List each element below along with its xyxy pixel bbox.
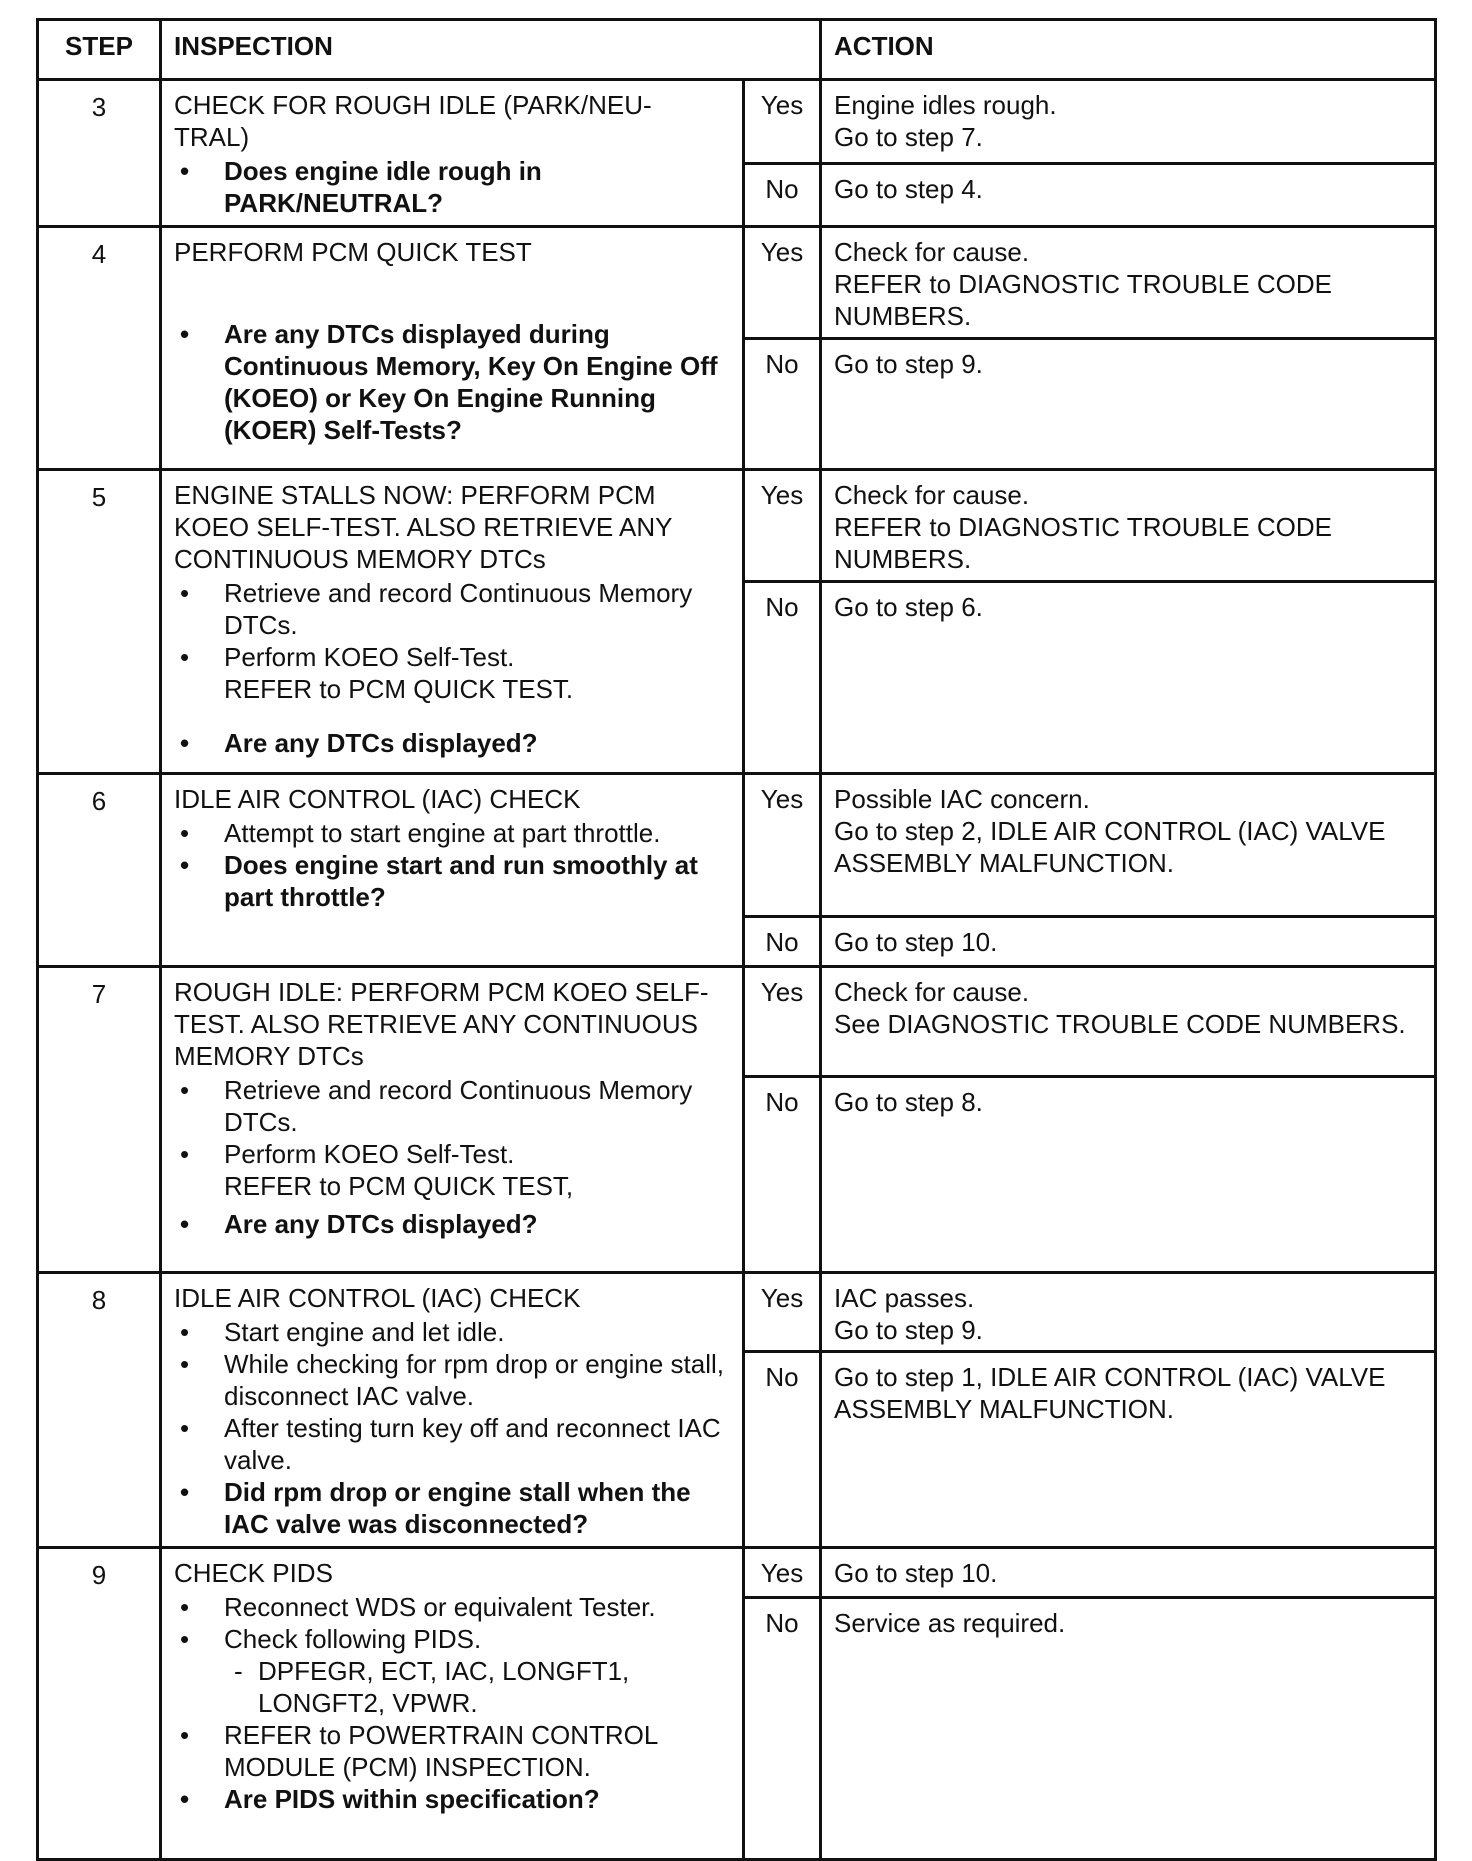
inspection-question: • Are any DTCs displayed during Continuous Memory, Key On Engine Off (KOEO) or Key On Engine Running (KOER) Self-Tests? xyxy=(174,318,734,446)
step-number: 7 xyxy=(38,967,161,1273)
inspection-instruction: • Check following PIDS. - DPFEGR, ECT, IAC, LONGFT1, LONGFT2, VPWR. xyxy=(174,1623,734,1719)
table-header-row xyxy=(38,20,1436,80)
inspection-column-header: INSPECTION xyxy=(161,20,821,80)
inspection-title: CHECK FOR ROUGH IDLE (PARK/NEU- TRAL) xyxy=(174,90,652,152)
inspection-instruction: • Reconnect WDS or equivalent Tester. xyxy=(174,1591,734,1623)
no-action: Go to step 4. xyxy=(821,164,1436,227)
no-action: Go to step 6. xyxy=(821,582,1436,774)
yes-action: Check for cause. See DIAGNOSTIC TROUBLE CODE NUMBERS. xyxy=(821,967,1436,1077)
no-label: No xyxy=(744,1077,821,1273)
no-label: No xyxy=(744,164,821,227)
inspection-question: • Are any DTCs displayed? xyxy=(174,727,734,759)
yes-label: Yes xyxy=(744,470,821,582)
yes-label: Yes xyxy=(744,80,821,164)
no-action: Go to step 9. xyxy=(821,339,1436,470)
inspection-question: • Did rpm drop or engine stall when the IAC valve was disconnected? xyxy=(174,1476,734,1540)
step-row-yes xyxy=(38,774,1436,917)
no-action: Go to step 8. xyxy=(821,1077,1436,1273)
step-row-yes xyxy=(38,470,1436,582)
inspection-cell xyxy=(161,1548,744,1860)
inspection-instruction: • Retrieve and record Continuous Memory DTCs. xyxy=(174,577,734,641)
diagnostic-table-sheet xyxy=(36,18,1434,1861)
inspection-title: ENGINE STALLS NOW: PERFORM PCM KOEO SELF-TEST. ALSO RETRIEVE ANY CONTINUOUS MEMORY DTCs xyxy=(174,480,673,574)
inspection-title: ROUGH IDLE: PERFORM PCM KOEO SELF-TEST. ALSO RETRIEVE ANY CONTINUOUS MEMORY DTCs xyxy=(174,977,709,1071)
inspection-instruction: • While checking for rpm drop or engine stall, disconnect IAC valve. xyxy=(174,1348,734,1412)
no-label: No xyxy=(744,339,821,470)
step-number: 8 xyxy=(38,1273,161,1548)
yes-action: Check for cause. REFER to DIAGNOSTIC TROUBLE CODE NUMBERS. xyxy=(821,227,1436,339)
no-label: No xyxy=(744,1352,821,1548)
yes-label: Yes xyxy=(744,227,821,339)
diagnostic-steps-table xyxy=(36,18,1437,1861)
step-row-yes xyxy=(38,80,1436,164)
pid-list: - DPFEGR, ECT, IAC, LONGFT1, LONGFT2, VPWR. xyxy=(224,1655,734,1719)
step-number: 9 xyxy=(38,1548,161,1860)
inspection-reference: • REFER to POWERTRAIN CONTROL MODULE (PCM) INSPECTION. xyxy=(174,1719,734,1783)
yes-action: IAC passes. Go to step 9. xyxy=(821,1273,1436,1352)
inspection-instruction: • Attempt to start engine at part throttle. xyxy=(174,817,734,849)
step-number: 6 xyxy=(38,774,161,967)
yes-label: Yes xyxy=(744,774,821,917)
inspection-instruction: • Start engine and let idle. xyxy=(174,1316,734,1348)
step-number: 3 xyxy=(38,80,161,227)
inspection-question: • Are PIDS within specification? xyxy=(174,1783,734,1815)
no-action: Go to step 10. xyxy=(821,917,1436,967)
inspection-instruction: • Retrieve and record Continuous Memory DTCs. xyxy=(174,1074,734,1138)
no-action: Service as required. xyxy=(821,1598,1436,1860)
inspection-title: IDLE AIR CONTROL (IAC) CHECK xyxy=(174,784,581,814)
inspection-cell xyxy=(161,1273,744,1548)
inspection-question: • Does engine idle rough in PARK/NEUTRAL? xyxy=(174,155,734,219)
inspection-cell xyxy=(161,80,744,227)
inspection-question: • Does engine start and run smoothly at part throttle? xyxy=(174,849,734,913)
step-column-header: STEP xyxy=(38,20,161,80)
no-label: No xyxy=(744,1598,821,1860)
inspection-instruction: • After testing turn key off and reconnect IAC valve. xyxy=(174,1412,734,1476)
yes-action: Check for cause. REFER to DIAGNOSTIC TROUBLE CODE NUMBERS. xyxy=(821,470,1436,582)
yes-action: Possible IAC concern. Go to step 2, IDLE AIR CONTROL (IAC) VALVE ASSEMBLY MALFUNCTION. xyxy=(821,774,1436,917)
inspection-cell xyxy=(161,967,744,1273)
inspection-question: • Are any DTCs displayed? xyxy=(174,1208,734,1240)
inspection-instruction: • Perform KOEO Self-Test. REFER to PCM QUICK TEST, xyxy=(174,1138,734,1202)
inspection-instruction: • Perform KOEO Self-Test. REFER to PCM QUICK TEST. xyxy=(174,641,734,705)
yes-action: Go to step 10. xyxy=(821,1548,1436,1598)
inspection-title: IDLE AIR CONTROL (IAC) CHECK xyxy=(174,1283,581,1313)
action-column-header: ACTION xyxy=(821,20,1436,80)
no-label: No xyxy=(744,917,821,967)
step-row-yes xyxy=(38,1548,1436,1598)
yes-action: Engine idles rough. Go to step 7. xyxy=(821,80,1436,164)
inspection-reference: REFER to PCM QUICK TEST, xyxy=(224,1171,574,1201)
step-number: 5 xyxy=(38,470,161,774)
inspection-cell xyxy=(161,470,744,774)
inspection-title: CHECK PIDS xyxy=(174,1558,333,1588)
step-number: 4 xyxy=(38,227,161,470)
yes-label: Yes xyxy=(744,1273,821,1352)
inspection-title: PERFORM PCM QUICK TEST xyxy=(174,237,532,267)
inspection-cell xyxy=(161,774,744,967)
inspection-cell xyxy=(161,227,744,470)
yes-label: Yes xyxy=(744,967,821,1077)
step-row-yes xyxy=(38,967,1436,1077)
step-row-yes xyxy=(38,1273,1436,1352)
step-row-yes xyxy=(38,227,1436,339)
yes-label: Yes xyxy=(744,1548,821,1598)
no-label: No xyxy=(744,582,821,774)
inspection-reference: REFER to PCM QUICK TEST. xyxy=(224,674,574,704)
no-action: Go to step 1, IDLE AIR CONTROL (IAC) VALVE ASSEMBLY MALFUNCTION. xyxy=(821,1352,1436,1548)
